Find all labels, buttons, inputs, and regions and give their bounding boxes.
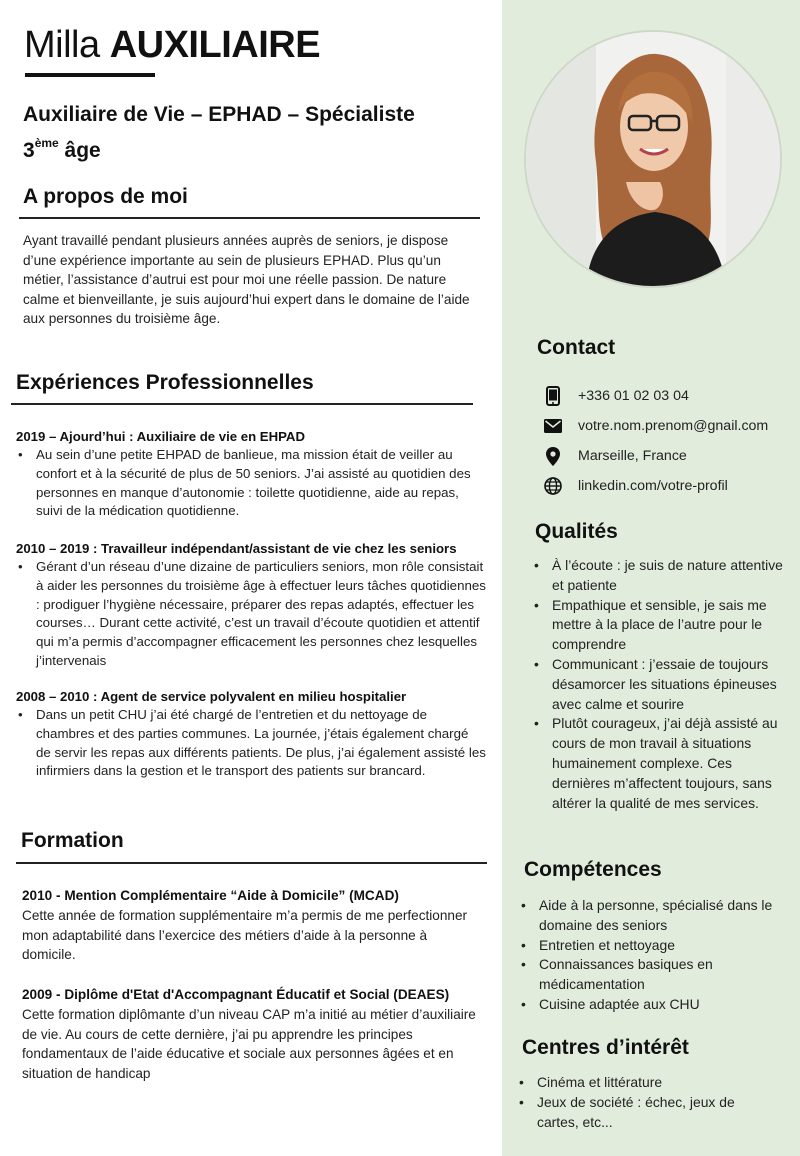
- phone-number[interactable]: +336 01 02 03 04: [578, 388, 689, 404]
- qualities-list: [532, 556, 790, 813]
- profile-photo: [524, 30, 782, 288]
- location-text: Marseille, France: [578, 448, 687, 464]
- interests-heading: Centres d’intérêt: [522, 1036, 689, 1059]
- experience-bullet: • Au sein d’une petite EHPAD de banlieue, ma mission était de veiller au confort et à la sécurité de plus de 50 seniors. J’ai assisté au quotidien des personnes en manque d’autonomie : toilette quotidienne, aide au repas, suivi de la médication quotidienne.: [16, 446, 486, 521]
- email-address[interactable]: votre.nom.prenom@gnail.com: [578, 418, 769, 434]
- candidate-name: [24, 24, 320, 67]
- experience-title: 2019 – Ajourd’hui : Auxiliaire de vie en EHPAD: [16, 429, 305, 444]
- interest-item: • Cinéma et littérature: [517, 1073, 762, 1093]
- about-heading: A propos de moi: [23, 185, 188, 208]
- education-text: Cette formation diplômante d’un niveau CAP m’a initié au métier d’auxiliaire de vie. Au cours de cette dernière, j’ai pu apprendre les principes fondamentaux de l’aide éducative et sociale aux personnes âgées et en situation de handicap: [22, 1007, 476, 1081]
- education-rule: [16, 862, 487, 864]
- about-text: Ayant travaillé pendant plusieurs années auprès de seniors, je dispose d’une expérience importante au sein de plusieurs EPHAD. Plus qu’un métier, l’assistance d’autrui est pour moi une réelle passion. De nature calme et bienveillante, je suis aujourd’hui expert dans le domaine de l’aide aux personnes du troisième âge.: [23, 233, 470, 326]
- quality-item: • Empathique et sensible, je sais me mettre à la place de l’autre pour le comprendre: [532, 596, 790, 655]
- name-underline: [25, 73, 155, 77]
- education-item: [22, 985, 477, 1083]
- contact-location: [542, 445, 687, 467]
- contact-linkedin: [542, 475, 728, 497]
- skill-item: • Aide à la personne, spécialisé dans le domaine des seniors: [519, 896, 781, 936]
- title-superscript: ème: [34, 136, 59, 150]
- experience-heading: Expériences Professionnelles: [16, 371, 314, 394]
- skills-heading: Compétences: [524, 858, 662, 881]
- globe-icon: [542, 475, 564, 497]
- linkedin-url[interactable]: linkedin.com/votre-profil: [578, 478, 728, 494]
- quality-item: • Plutôt courageux, j’ai déjà assisté au cours de mon travail à situations humainement complexe. Ces dernières m’affectent toujours, sans altérer la qualité de mes services.: [532, 714, 790, 813]
- last-name: AUXILIAIRE: [109, 24, 321, 66]
- skill-item: • Connaissances basiques en médicamentation: [519, 955, 781, 995]
- skill-item: • Cuisine adaptée aux CHU: [519, 995, 781, 1015]
- education-title: 2010 - Mention Complémentaire “Aide à Domicile” (MCAD): [22, 888, 399, 903]
- education-title: 2009 - Diplôme d'Etat d'Accompagnant Éducatif et Social (DEAES): [22, 987, 450, 1002]
- skill-item: • Entretien et nettoyage: [519, 936, 781, 956]
- quality-item: • Communicant : j’essaie de toujours désamorcer les situations épineuses avec calme et sourire: [532, 655, 790, 714]
- contact-phone: [542, 385, 689, 407]
- qualities-heading: Qualités: [535, 520, 618, 543]
- interest-item: • Jeux de société : échec, jeux de cartes, etc...: [517, 1093, 762, 1133]
- about-rule: [19, 217, 480, 219]
- interests-list: [517, 1073, 762, 1132]
- first-name: Milla: [24, 24, 100, 66]
- job-title-line1: Auxiliaire de Vie – EPHAD – Spécialiste: [23, 103, 415, 126]
- job-title-line2: [23, 129, 483, 165]
- phone-icon: [542, 385, 564, 407]
- location-pin-icon: [542, 445, 564, 467]
- education-item: [22, 886, 477, 965]
- title-prefix: 3: [23, 139, 35, 162]
- contact-heading: Contact: [537, 336, 616, 359]
- job-title: [23, 100, 483, 165]
- title-suffix: âge: [58, 139, 101, 162]
- experience-bullet: • Gérant d’un réseau d’une dizaine de particuliers seniors, mon rôle consistait à aider les personnes du troisième âge à effectuer leurs tâches quotidiennes : prodiguer l’hygiène nécessaire, préparer des repas adaptés, effectuer les courses… Durant cette activité, c’est un travail d’écoute quotidien et attentif qui m’a permis d’accompagner efficacement les personnes chez lesquelles j’intervenais: [16, 558, 486, 671]
- experience-item: [16, 540, 486, 671]
- experience-item: [16, 428, 486, 521]
- education-text: Cette année de formation supplémentaire m’a permis de me perfectionner mon adaptabilité dans l’exercice des métiers d’aide à la personne à domicile.: [22, 908, 468, 962]
- experience-title: 2010 – 2019 : Travailleur indépendant/assistant de vie chez les seniors: [16, 541, 457, 556]
- skills-list: [519, 896, 781, 1015]
- experience-bullet: • Dans un petit CHU j’ai été chargé de l’entretien et du nettoyage de chambres et des parties communes. La journée, j’étais également chargé de servir les repas aux différents patients. De plus, j’ai également assisté les infirmiers dans la gestion et le transport des patients sur brancard.: [16, 706, 486, 781]
- experience-title: 2008 – 2010 : Agent de service polyvalent en milieu hospitalier: [16, 689, 407, 704]
- education-heading: Formation: [21, 829, 124, 852]
- mail-icon: [542, 415, 564, 437]
- profile-photo-illustration: [526, 32, 782, 288]
- quality-item: • À l’écoute : je suis de nature attentive et patiente: [532, 556, 790, 596]
- experience-rule: [11, 403, 473, 405]
- experience-item: [16, 688, 486, 781]
- contact-email: [542, 415, 768, 437]
